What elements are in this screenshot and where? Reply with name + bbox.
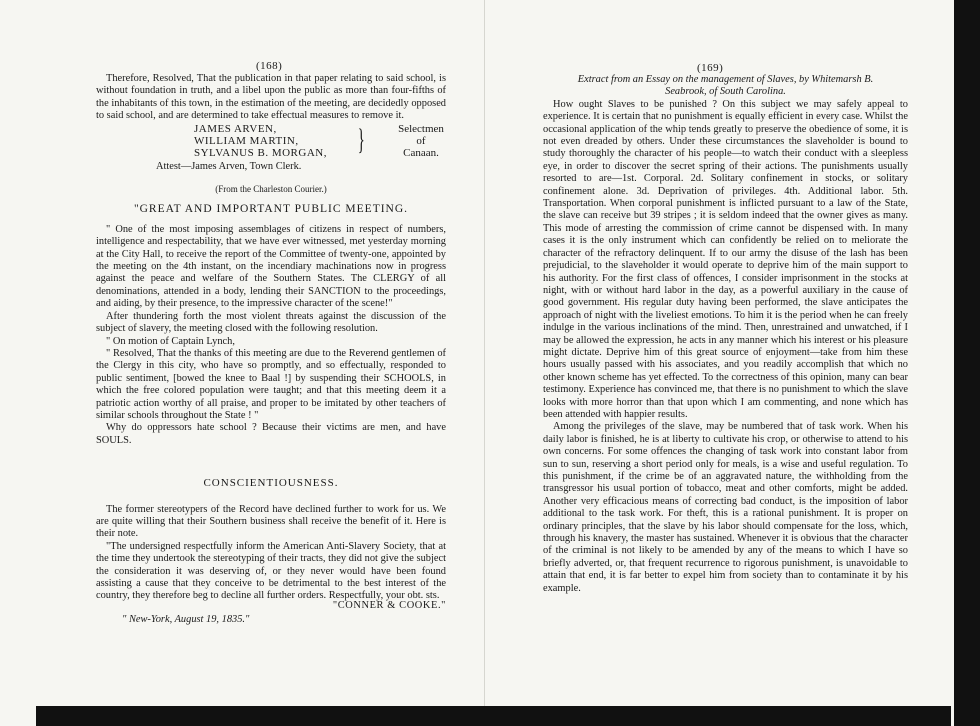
brace-glyph: } bbox=[357, 122, 365, 156]
signatory-name: SYLVANUS B. MORGAN, bbox=[194, 147, 327, 160]
page-number-right: (169) bbox=[697, 62, 724, 74]
signatory-role bbox=[386, 123, 456, 160]
signatory-names bbox=[194, 123, 354, 160]
left-text-column bbox=[96, 73, 446, 632]
extract-title-line1: Extract from an Essay on the management of Slaves, by Whitemarsh B. bbox=[577, 74, 874, 85]
essay-paragraph: How ought Slaves to be punished ? On this subject we may safely appeal to experience. It is certain that no punishment is equally efficient in every case. Whilst the occasional application of the whip tends greatly to preserve the obedience of some, it is not even dreaded by others. Under these circumstances the slaveholder is bound to study thoroughly the character of his people—to watch their conduct with a sleepless eye, in order to discover the secret spring of their actions. The punishments usually resorted to are—1st. Corporal. 2d. Solitary confinement in stocks, or solitary confinement alone. 3d. Deprivation of privileges. 4th. Additional labor. 5th. Transportation. When corporal punishment is inflicted pursuant to a law of the State, the slave can receive but 39 stripes ; it is seldom indeed that the owner gives as many. This mode of arresting the commission of crime cannot be dispensed with. In many cases it is the only instrument which can confidently be relied on to meliorate the character of the refractory delinquent. If to our army the disuse of the lash has been prejudicial, to the slaveholder it would operate to deprive him of the main support to his authority. For the first class of offences, I consider imprisonment in the stocks at night, with or without hard labor in the day, as a powerful auxiliary in the cause of good government. His regular duty having been performed, the slave anticipates the approach of night with the liveliest emotions. To him it is the period when he can freely indulge in the various inclinations of the mind. Then, unrestrained and unwatched, if I may be allowed the expression, he acts in any manner which his interest or his pleasure might dictate. Deprive him of this great source of enjoyment—take from him these hours usually passed with his associates, and you readily accomplish that which no other known scheme has yet effected. To the correctness of this opinion, many can bear testimony. Experience has convinced me, that there is no punishment to which the slave looks with more horror than that upon which I am commenting, and none which has been attended with happier results. bbox=[543, 98, 908, 420]
attest-line: Attest—James Arven, Town Clerk. bbox=[156, 160, 302, 172]
role-line: Canaan. bbox=[403, 147, 439, 160]
essay-paragraph: Among the privileges of the slave, may be numbered that of task work. When his daily labor is finished, he is at liberty to cultivate his crop, or otherwise to attend to his own concerns. For some offences the changing of task work into constant labor from sun to sun, reserving a short period only for meals, is a wise and useful regulation. To this punishment, if the crime be of an aggravated nature, the withholding from the transgressor his usual portion of tobacco, meat and other comforts, might be added. Another very efficacious means of correcting bad conduct, is the imposition of labor additional to the task work. For theft, this is a rational punishment. It is proper on ordinary principles, that the slave by his labor should compensate for the loss, which, through his knavery, the master has sustained. Whenever it is obvious that the character of the criminal is not likely to be amended by any of the means to which I have so briefly adverted, or, that frequent recurrence to rigorous punishment, is unavoidable to attain that end, it is far better to expel him from society than to contaminate it by his example. bbox=[543, 421, 908, 594]
article-paragraph: " On motion of Captain Lynch, bbox=[106, 335, 235, 347]
right-text-column bbox=[543, 74, 908, 595]
section-paragraph: The former stereotypers of the Record have declined further to work for us. We are quite willing that their Southern business shall receive the benefit of it. Here is their note. bbox=[96, 503, 446, 540]
resolution-paragraph: Therefore, Resolved, That the publication in that paper relating to said school, is without foundation in truth, and a libel upon the public as more than four-fifths of the inhabitants of this town, in the estimation of the meeting, are decidedly opposed to said school, and are determined to take effectual measures to remove it. bbox=[96, 73, 446, 122]
signatory-name: WILLIAM MARTIN, bbox=[194, 135, 299, 148]
place-date: " New-York, August 19, 1835." bbox=[122, 613, 250, 625]
role-line: of bbox=[416, 135, 426, 148]
scan-edge-right bbox=[954, 0, 980, 726]
firm-signature: "CONNER & COOKE." bbox=[332, 599, 446, 611]
signatory-name: JAMES ARVEN, bbox=[194, 122, 277, 135]
role-line: Selectmen bbox=[398, 122, 444, 135]
extract-title bbox=[543, 74, 908, 99]
left-page bbox=[0, 0, 484, 726]
signatories-block bbox=[194, 123, 446, 161]
page-number-left: (168) bbox=[256, 60, 283, 72]
article-paragraph: After thundering forth the most violent threats against the discussion of the subject of slavery, the meeting closed with the following resolution. bbox=[96, 310, 446, 335]
extract-title-line2: Seabrook, of South Carolina. bbox=[665, 86, 786, 98]
article-paragraph: " One of the most imposing assemblages of citizens in respect of numbers, intelligence and respectability, that we have ever witnessed, met yesterday morning at the City Hall, to receive the report of the Committee of twenty-one, appointed by the meeting on the 4th instant, on the incendiary machinations now in progress against the peace and welfare of the Southern States. The CLERGY of all denominations, attended in a body, lending their SANCTION to the proceedings, and aiding, by their presence, to the impressive character of the scene!" bbox=[96, 223, 446, 310]
article-paragraph: " Resolved, That the thanks of this meeting are due to the Reverend gentlemen of the Clergy in this city, who have so promptly, and so effectually, responded to public sentiment, [bowed the knee to Baal !] by suspending their SCHOOLS, in which the free colored population were taught; and that this meeting deem it a patriotic action worthy of all praise, and proper to be imitated by other teachers of similar schools throughout the State ! " bbox=[96, 347, 446, 421]
scan-edge-bottom bbox=[36, 706, 951, 726]
signoff bbox=[96, 599, 446, 632]
article-title: "GREAT AND IMPORTANT PUBLIC MEETING. bbox=[133, 203, 409, 216]
right-page bbox=[484, 0, 955, 726]
source-note: (From the Charleston Courier.) bbox=[215, 184, 327, 195]
section-title: CONSCIENTIOUSNESS. bbox=[203, 477, 339, 490]
article-paragraph: Why do oppressors hate school ? Because their victims are men, and have SOULS. bbox=[96, 422, 446, 446]
section-paragraph: "The undersigned respectfully inform the American Anti-Slavery Society, that at the time they undertook the stereotyping of their tracts, they did not give the subject the consideration it was deserving of, or they never would have been found assisting a cause that they conceive to be detrimental to the best interest of the country, they therefore beg to decline all further orders. Respectfully, your obt. sts. bbox=[96, 540, 446, 602]
